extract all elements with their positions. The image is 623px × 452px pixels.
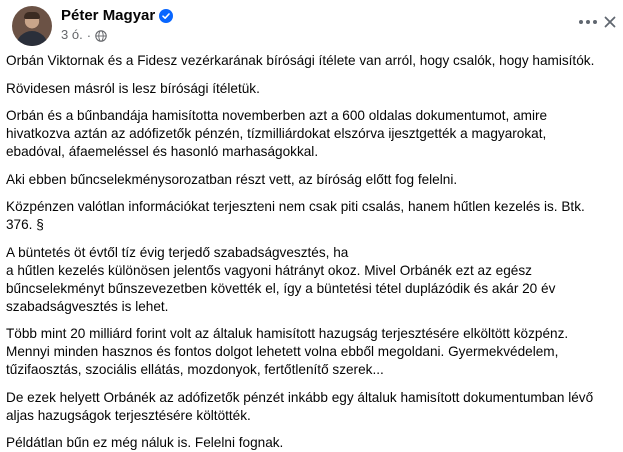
post-paragraph: Orbán Viktornak és a Fidesz vezérkarának bírósági ítélete van arról, hogy csalók, hogy hamisítók.: [6, 53, 595, 68]
more-options-icon: [578, 19, 598, 25]
close-post-button[interactable]: [600, 12, 620, 32]
post-paragraph: A büntetés öt évtől tíz évig terjedő szabadságvesztés, ha a hűtlen kezelés különösen jelentős vagyoni hátrányt okoz. Mivel Orbánék ezt az egész bűncselekményt bűnszevezetben követték el, így a büntetési tétel duplázódik és akár 20 év szabadságvesztés is lehet.: [6, 244, 556, 314]
post-paragraph: Több mint 20 milliárd forint volt az általuk hamisított hazugság terjesztésére elköltött közpénz. Mennyi minden hasznos és fontos dolgot lehetett volna ebből megoldani. Gyermekvédelem, tűzifaosztás, szociális ellátás, mozdonyok, fertőtlenítő szerek...: [6, 326, 569, 377]
close-icon: [604, 16, 616, 28]
post-paragraph: Közpénzen valótlan információkat terjeszteni nem csak piti csalás, hanem hűtlen kezelés is. Btk. 376. §: [6, 199, 585, 232]
post-meta: [61, 27, 107, 43]
post-timestamp[interactable]: 3 ó.: [61, 27, 83, 42]
more-options-button[interactable]: [573, 10, 603, 34]
post-header: [0, 0, 623, 48]
post-body: [6, 52, 618, 452]
globe-icon: [95, 29, 107, 41]
verified-badge-icon: [159, 9, 173, 23]
post-paragraph: De ezek helyett Orbánék az adófizetők pénzét inkább egy általuk hamisított dokumentumban lévő aljas hazugságok terjesztésére költötték.: [6, 389, 594, 423]
author-name[interactable]: Péter Magyar: [61, 7, 156, 24]
author-avatar[interactable]: [12, 6, 52, 46]
avatar-shoulders: [16, 31, 48, 46]
post-paragraph: Példátlan bűn ez még náluk is. Felelni fognak.: [6, 435, 284, 450]
post-paragraph: Orbán és a bűnbandája hamisította novemberben azt a 600 oldalas dokumentumot, amire hivatkozva aztán az adófizetők pénzén, tízmilliárdokat elszórva ijesztgették a magyarokat, ebadóval, áfaemeléssel és hasonló marhaságokkal.: [6, 108, 548, 159]
meta-separator: ·: [86, 27, 92, 43]
author-row: [61, 7, 173, 25]
avatar-hair: [24, 12, 40, 19]
post-paragraph: Aki ebben bűncselekménysorozatban részt vett, az bíróság előtt fog felelni.: [6, 171, 458, 187]
post-paragraph: Rövidesen másról is lesz bírósági ítéletük.: [6, 80, 260, 96]
